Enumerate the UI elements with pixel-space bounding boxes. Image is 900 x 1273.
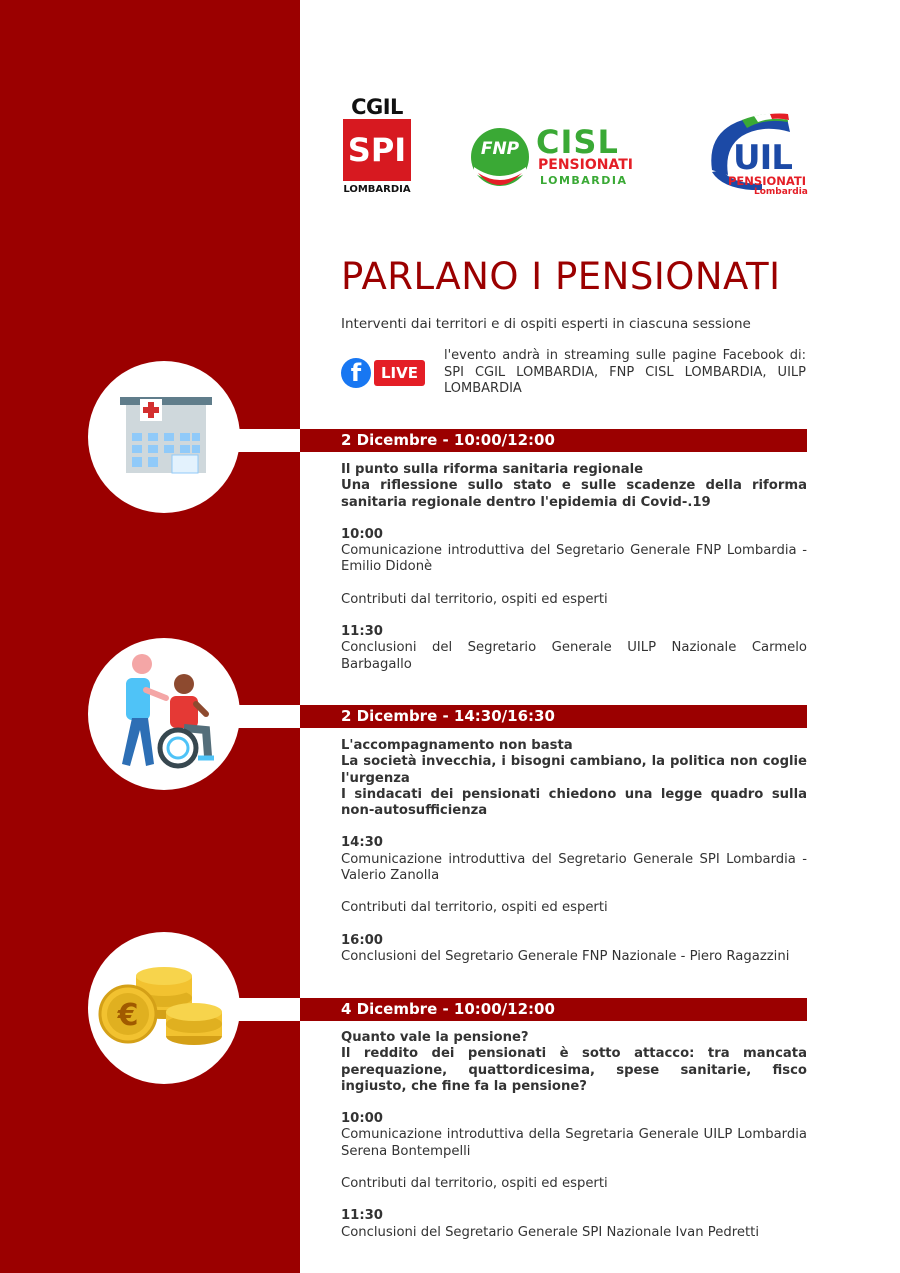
live-label: LIVE bbox=[374, 360, 425, 386]
cisl-logo-name: CISL bbox=[536, 123, 619, 161]
session-0 bbox=[341, 462, 807, 673]
uil-pensionati-logo bbox=[700, 110, 810, 200]
session-2-intro: Comunicazione introduttiva della Segretaria Generale UILP Lombardia Serena Bontempelli bbox=[341, 1127, 807, 1159]
session-2-conclusion: Conclusioni del Segretario Generale SPI Nazionale Ivan Pedretti bbox=[341, 1224, 759, 1240]
session-0-intro: Comunicazione introduttiva del Segretario Generale FNP Lombardia - Emilio Didonè bbox=[341, 543, 807, 575]
session-0-time-1: 10:00 bbox=[341, 526, 383, 542]
uil-logo-lombardia: Lombardia bbox=[754, 187, 808, 197]
session-0-heading-2: Una riflessione sullo stato e sulle scadenze della riforma sanitaria regionale dentro l'epidemia di Covid-.19 bbox=[341, 478, 807, 510]
session-1-time-2: 16:00 bbox=[341, 932, 383, 948]
session-date-2: 4 Dicembre - 10:00/12:00 bbox=[341, 1000, 555, 1018]
session-1-heading-1: L'accompagnamento non basta bbox=[341, 738, 573, 753]
section-icon-circle-1 bbox=[88, 638, 240, 790]
wheelchair-assistance-icon bbox=[88, 638, 240, 790]
date-bar-1 bbox=[300, 705, 807, 728]
uil-logo-name: UIL bbox=[733, 138, 792, 178]
hospital-icon bbox=[88, 361, 240, 513]
session-2-contributi: Contributi dal territorio, ospiti ed esperti bbox=[341, 1176, 608, 1192]
session-date-1: 2 Dicembre - 14:30/16:30 bbox=[341, 707, 555, 725]
session-1-conclusion: Conclusioni del Segretario Generale FNP Nazionale - Piero Ragazzini bbox=[341, 948, 790, 964]
session-2-time-1: 10:00 bbox=[341, 1111, 383, 1127]
fnp-logo-text: FNP bbox=[480, 139, 520, 159]
session-2-heading-2: Il reddito dei pensionati è sotto attacco: tra mancata perequazione, quattordicesima, spese sanitarie, fisco ingiusto, che fine fa la pensione? bbox=[341, 1046, 807, 1094]
session-2-heading-1: Quanto vale la pensione? bbox=[341, 1030, 529, 1045]
cisl-logo-pensionati: PENSIONATI bbox=[538, 157, 633, 173]
section-icon-circle-2 bbox=[88, 932, 240, 1084]
session-1-intro: Comunicazione introduttiva del Segretario Generale SPI Lombardia - Valerio Zanolla bbox=[341, 851, 807, 884]
session-1-contributi: Contributi dal territorio, ospiti ed esperti bbox=[341, 900, 608, 916]
cgil-spi-logo bbox=[340, 95, 414, 199]
facebook-live-badge bbox=[341, 358, 425, 388]
fnp-cisl-logo bbox=[470, 125, 640, 189]
spi-logo-text: SPI bbox=[347, 131, 407, 169]
session-1-heading-2: La società invecchia, i bisogni cambiano, la politica non coglie l'urgenza bbox=[341, 754, 807, 786]
session-0-contributi: Contributi dal territorio, ospiti ed esperti bbox=[341, 591, 608, 607]
streaming-info: l'evento andrà in streaming sulle pagine Facebook di: SPI CGIL LOMBARDIA, FNP CISL LOMBARDIA, UILP LOMBARDIA bbox=[444, 348, 806, 396]
date-bar-0 bbox=[300, 429, 807, 452]
cgil-logo-top: CGIL bbox=[351, 95, 403, 119]
date-bar-2 bbox=[300, 998, 807, 1021]
facebook-icon: f bbox=[341, 358, 371, 388]
spi-logo-box bbox=[343, 119, 411, 181]
session-0-conclusion: Conclusioni del Segretario Generale UILP Nazionale Carmelo Barbagallo bbox=[341, 640, 807, 672]
session-1-heading-3: I sindacati dei pensionati chiedono una legge quadro sulla non-autosufficienza bbox=[341, 786, 807, 819]
page-title: PARLANO I PENSIONATI bbox=[341, 255, 781, 298]
uil-logo-pensionati: PENSIONATI bbox=[728, 174, 807, 188]
session-2 bbox=[341, 1030, 807, 1241]
page-subtitle: Interventi dai territori e di ospiti esperti in ciascuna sessione bbox=[341, 316, 751, 332]
session-0-time-2: 11:30 bbox=[341, 624, 383, 640]
cgil-logo-bottom: LOMBARDIA bbox=[343, 184, 411, 195]
session-2-time-2: 11:30 bbox=[341, 1208, 383, 1224]
session-1-time-1: 14:30 bbox=[341, 835, 383, 851]
euro-symbol: € bbox=[117, 998, 139, 1033]
session-1 bbox=[341, 738, 807, 965]
session-date-0: 2 Dicembre - 10:00/12:00 bbox=[341, 431, 555, 449]
section-icon-circle-0 bbox=[88, 361, 240, 513]
session-0-heading-1: Il punto sulla riforma sanitaria regionale bbox=[341, 462, 644, 477]
cisl-logo-lombardia: LOMBARDIA bbox=[540, 174, 628, 187]
euro-coins-icon bbox=[88, 932, 240, 1084]
